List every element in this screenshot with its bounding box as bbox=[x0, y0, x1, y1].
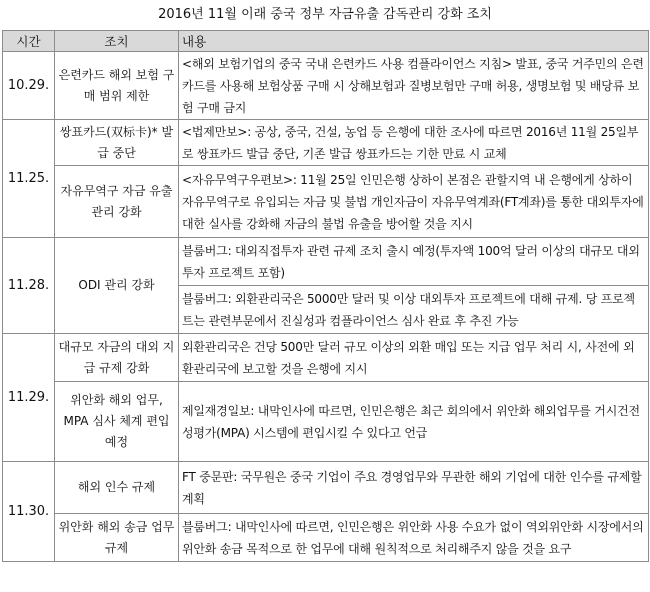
table-row bbox=[3, 462, 649, 514]
table-row bbox=[3, 238, 649, 286]
content-cell: 블룸버그: 외환관리국은 5000만 달러 및 이상 대외투자 프로젝트에 대해 규제. 당 프로젝트는 관련부문에서 진실성과 컴플라이언스 심사 완료 후 추진 가능 bbox=[179, 286, 649, 334]
action-cell: 자유무역구 자금 유출 관리 강화 bbox=[55, 166, 179, 238]
table-row bbox=[3, 52, 649, 120]
action-cell: 쌍표카드(双标卡)* 발급 중단 bbox=[55, 120, 179, 166]
content-cell: <법제만보>: 공상, 중국, 건설, 농업 등 은행에 대한 조사에 따르면 2016년 11월 25일부로 쌍표카드 발급 중단, 기존 발급 쌍표카드는 기한 만료 시 교체 bbox=[179, 120, 649, 166]
action-cell: 해외 인수 규제 bbox=[55, 462, 179, 514]
action-cell: 위안화 해외 업무, MPA 심사 체계 편입 예정 bbox=[55, 382, 179, 462]
header-row bbox=[3, 31, 649, 52]
measures-table bbox=[2, 30, 649, 562]
date-cell: 11.25. bbox=[3, 120, 55, 238]
action-cell: 대규모 자금의 대외 지급 규제 강화 bbox=[55, 334, 179, 382]
content-cell: <자유무역구우편보>: 11월 25일 인민은행 상하이 본점은 관할지역 내 은행에게 상하이 자유무역구로 유입되는 자금 및 불법 개인자금이 자유무역계좌(FT계좌)를 통한 대외투자에 대한 실사를 강화해 자금의 불법 유출을 방어할 것을 지시 bbox=[179, 166, 649, 238]
content-cell: <해외 보험기업의 중국 국내 은련카드 사용 컴플라이언스 지침> 발표, 중국 거주민의 은련카드를 사용해 보험상품 구매 시 상해보험과 질병보험만 구매 허용, 생명보험 및 배당류 보험 구매 금지 bbox=[179, 52, 649, 120]
date-cell: 10.29. bbox=[3, 52, 55, 120]
content-cell: 블룸버그: 내막인사에 따르면, 인민은행은 위안화 사용 수요가 없이 역외위안화 시장에서의 위안화 송금 목적으로 한 업무에 대해 원칙적으로 처리해주지 않을 것을 요구 bbox=[179, 514, 649, 562]
table-row bbox=[3, 120, 649, 166]
table-row bbox=[3, 334, 649, 382]
action-cell: ODI 관리 강화 bbox=[55, 238, 179, 334]
date-cell: 11.28. bbox=[3, 238, 55, 334]
content-cell: 제일재경일보: 내막인사에 따르면, 인민은행은 최근 회의에서 위안화 해외업무를 거시건전성평가(MPA) 시스템에 편입시킬 수 있다고 언급 bbox=[179, 382, 649, 462]
table-row bbox=[3, 514, 649, 562]
content-cell: 외환관리국은 건당 500만 달러 규모 이상의 외환 매입 또는 지급 업무 처리 시, 사전에 외환관리국에 보고할 것을 은행에 지시 bbox=[179, 334, 649, 382]
content-cell: FT 중문판: 국무원은 중국 기업이 주요 경영업무와 무관한 해외 기업에 대한 인수를 규제할 계획 bbox=[179, 462, 649, 514]
column-header-content: 내용 bbox=[179, 31, 649, 52]
table-row bbox=[3, 166, 649, 238]
column-header-date: 시간 bbox=[3, 31, 55, 52]
action-cell: 은련카드 해외 보험 구매 범위 제한 bbox=[55, 52, 179, 120]
content-cell: 블룸버그: 대외직접투자 관련 규제 조치 출시 예정(투자액 100억 달러 이상의 대규모 대외투자 프로젝트 포함) bbox=[179, 238, 649, 286]
table-title: 2016년 11월 이래 중국 정부 자금유출 감독관리 강화 조치 bbox=[158, 7, 492, 22]
date-cell: 11.29. bbox=[3, 334, 55, 462]
date-cell: 11.30. bbox=[3, 462, 55, 562]
table-row bbox=[3, 382, 649, 462]
column-header-action: 조치 bbox=[55, 31, 179, 52]
action-cell: 위안화 해외 송금 업무 규제 bbox=[55, 514, 179, 562]
